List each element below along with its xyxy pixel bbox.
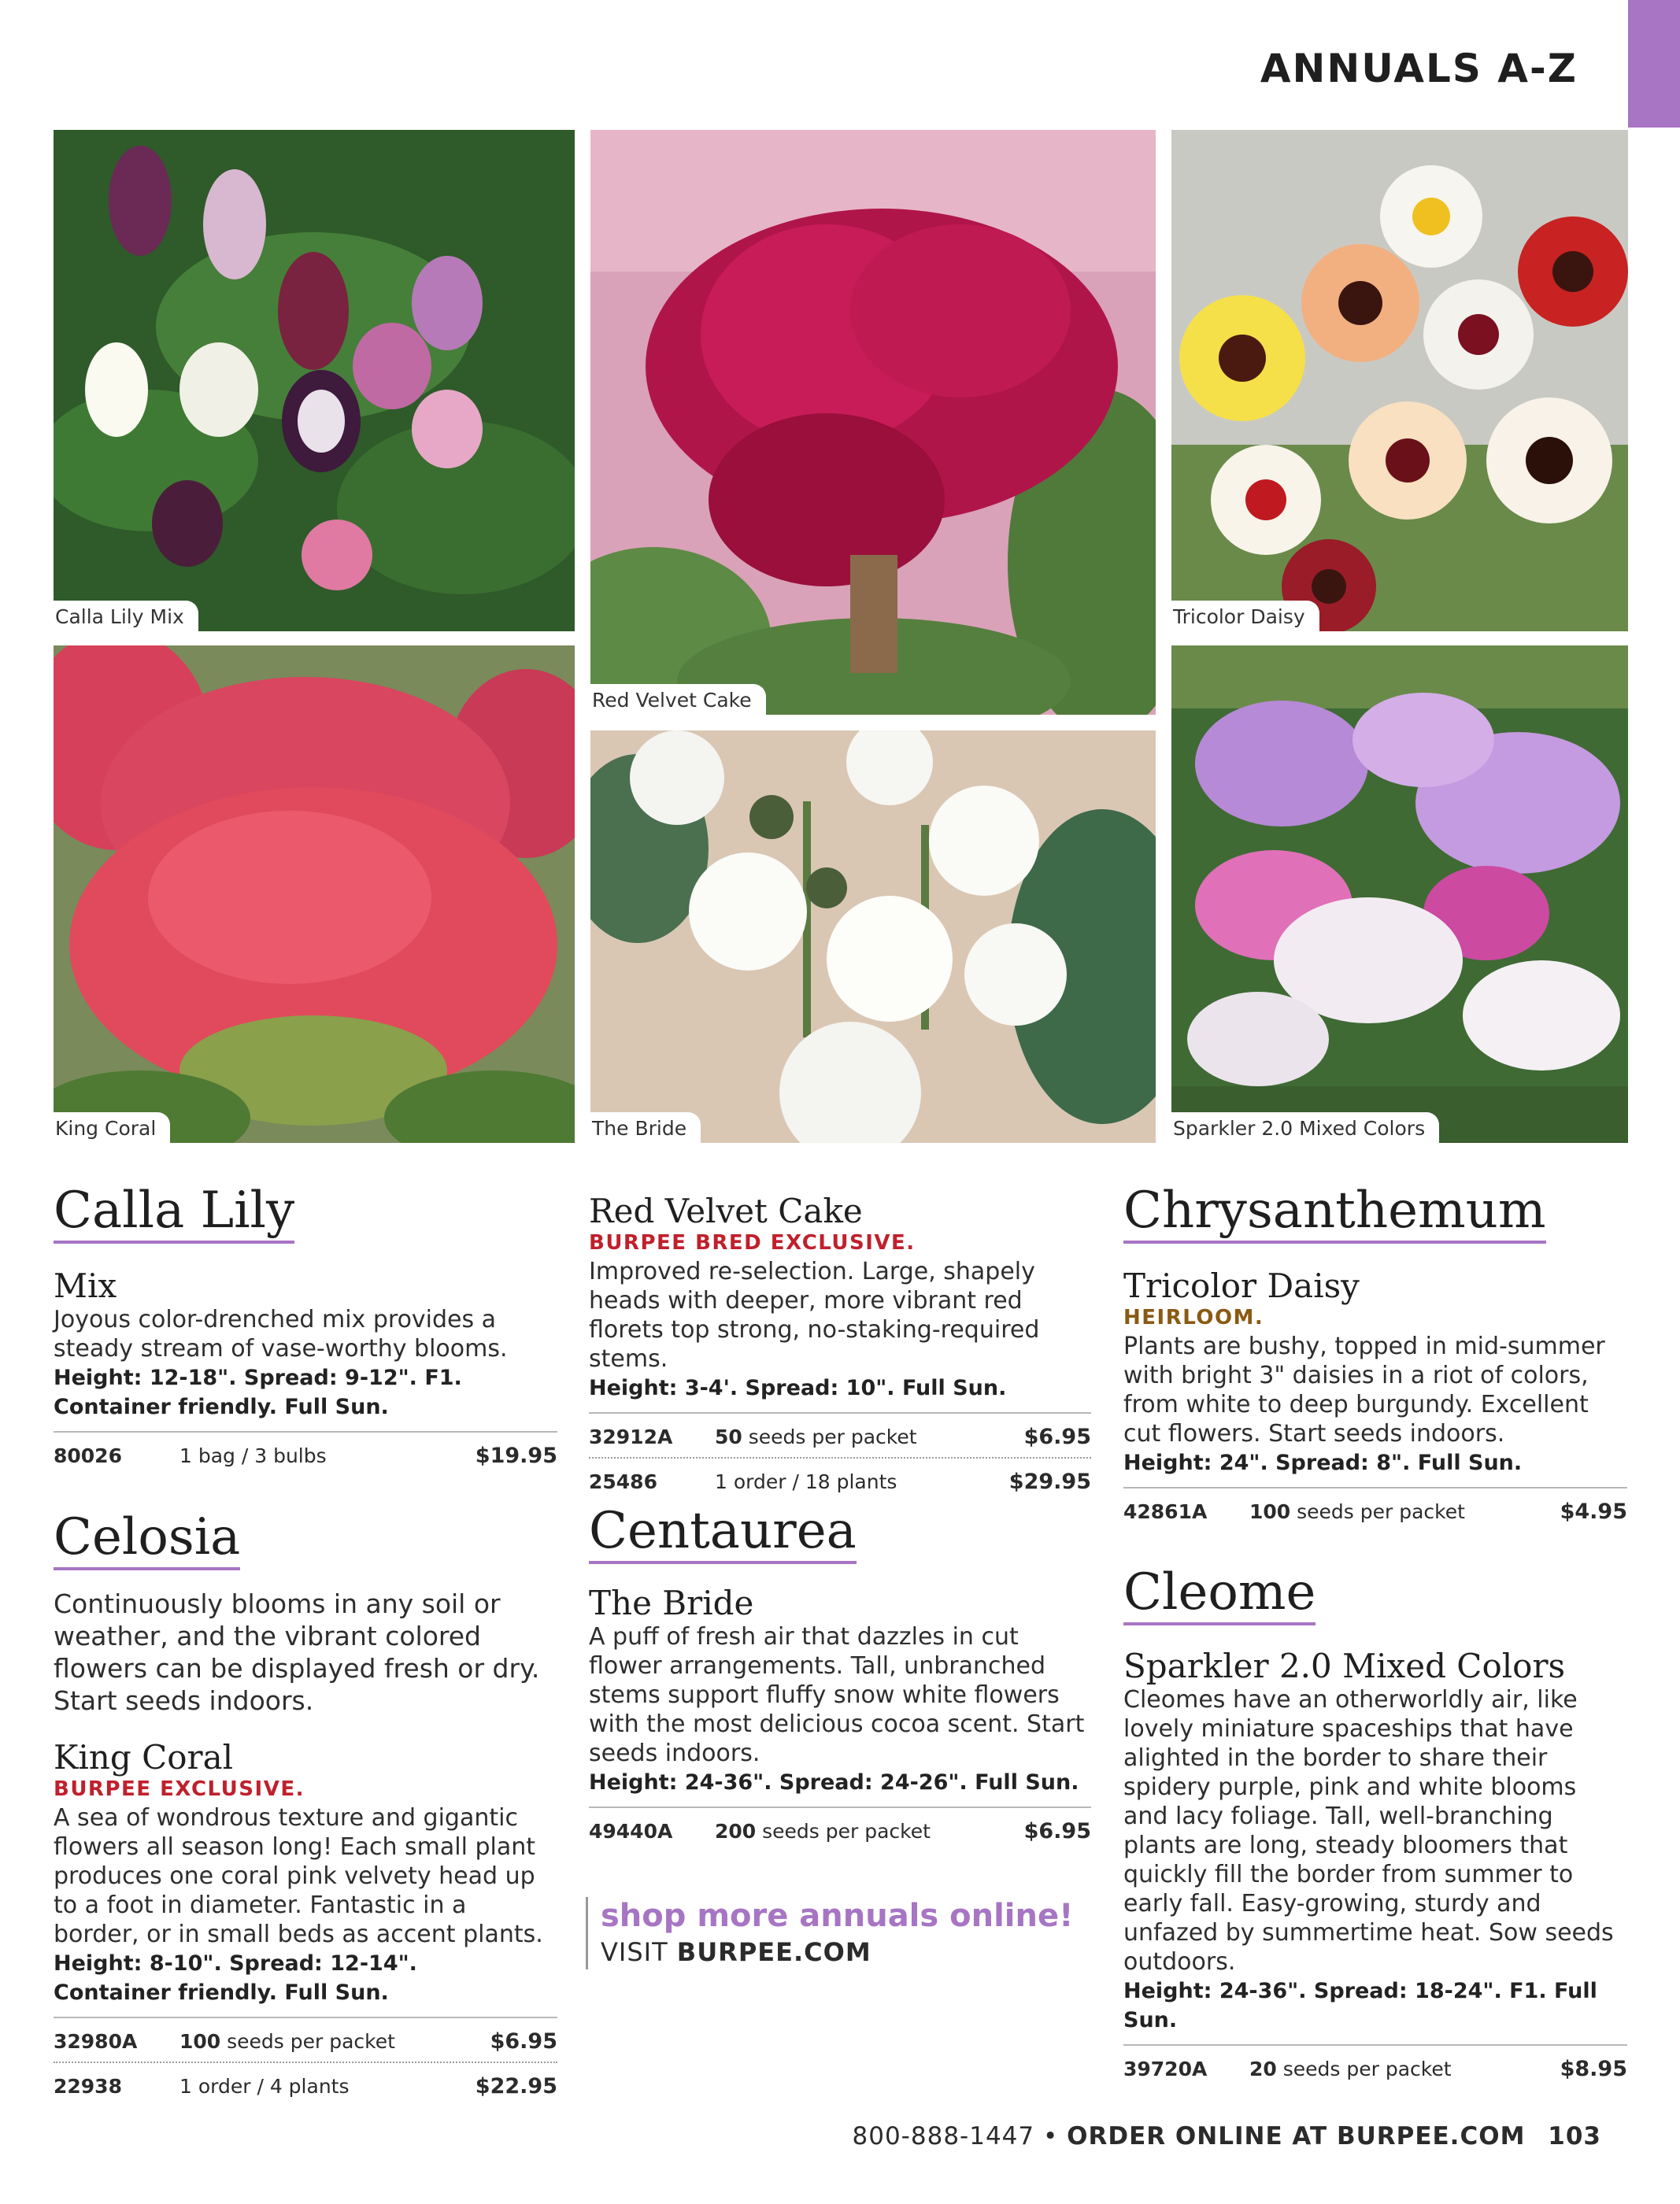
- order-row: [589, 1414, 1091, 1457]
- item-price: $4.95: [1560, 1500, 1627, 1525]
- quantity-unit: seeds per packet: [748, 1426, 917, 1449]
- growing-stats: Height: 8-10". Spread: 12-14".: [54, 1951, 417, 1977]
- variety-name: Red Velvet Cake: [589, 1192, 863, 1230]
- item-quantity: [1249, 1500, 1560, 1523]
- order-row: [589, 1457, 1091, 1502]
- item-price: $22.95: [475, 2074, 557, 2099]
- photo-caption: Red Velvet Cake: [590, 684, 766, 715]
- order-row: [54, 2018, 557, 2062]
- seed-count: 100: [1249, 1500, 1291, 1524]
- variety-name: Mix: [54, 1267, 117, 1306]
- page-footer: [853, 2122, 1601, 2150]
- photo-tricolor-daisy: [1171, 130, 1628, 631]
- growing-stats: Height: 3-4'. Spread: 10". Full Sun.: [589, 1376, 1007, 1401]
- red-velvet-cake-section: [589, 1193, 1091, 1502]
- item-code: 32980A: [54, 2030, 138, 2054]
- growing-stats: Height: 24". Spread: 8". Full Sun.: [1123, 1451, 1523, 1476]
- heirloom-badge: HEIRLOOM.: [1123, 1306, 1264, 1330]
- cleome-section: [1123, 1563, 1627, 2089]
- the-bride-image: [590, 730, 1156, 1143]
- order-table: [589, 1412, 1091, 1502]
- variety-name: Sparkler 2.0 Mixed Colors: [1123, 1647, 1566, 1686]
- seed-count: 50: [715, 1426, 742, 1449]
- variety-description: Improved re-selection. Large, shapely heads with deeper, more vibrant red florets top strong, no-staking-required stems.: [589, 1258, 1040, 1374]
- exclusive-badge: BURPEE BRED EXCLUSIVE.: [589, 1231, 916, 1255]
- growing-stats: Height: 24-36". Spread: 24-26". Full Sun.: [589, 1770, 1079, 1795]
- visit-site-line: [601, 1935, 1073, 1969]
- item-quantity: [715, 1820, 1024, 1843]
- item-code: 42861A: [1123, 1500, 1208, 1524]
- seed-count: 20: [1249, 2058, 1277, 2081]
- item-quantity: [1249, 2058, 1560, 2080]
- seed-count: 100: [179, 2030, 221, 2054]
- quantity-unit: seeds per packet: [762, 1820, 931, 1843]
- order-row: [1123, 2046, 1627, 2089]
- visit-label: VISIT: [601, 1937, 668, 1967]
- quantity-unit: seeds per packet: [1282, 2058, 1452, 2081]
- item-price: $8.95: [1560, 2057, 1627, 2082]
- genus-heading: Centaurea: [589, 1505, 857, 1564]
- order-table: [1123, 2044, 1627, 2089]
- item-code: 22938: [54, 2075, 122, 2099]
- order-row: [54, 1433, 557, 1476]
- photo-caption: Calla Lily Mix: [54, 601, 198, 631]
- item-price: $29.95: [1008, 1470, 1091, 1495]
- genus-heading: Calla Lily: [54, 1185, 294, 1244]
- page-number: 103: [1548, 2122, 1601, 2150]
- photo-caption: Tricolor Daisy: [1171, 601, 1319, 631]
- growing-stats: Container friendly. Full Sun.: [54, 1980, 389, 2006]
- order-row: [589, 1808, 1091, 1851]
- order-table: [1123, 1487, 1627, 1532]
- genus-heading: Cleome: [1123, 1566, 1316, 1625]
- variety-description: Joyous color-drenched mix provides a steady stream of vase-worthy blooms.: [54, 1306, 508, 1363]
- item-price: $6.95: [1023, 1425, 1091, 1450]
- quantity-unit: seeds per packet: [227, 2030, 395, 2054]
- seed-count: 200: [715, 1820, 757, 1843]
- photo-caption: King Coral: [54, 1112, 170, 1143]
- order-table: [589, 1806, 1091, 1851]
- variety-description: Cleomes have an otherworldly air, like lovely miniature spaceships that have alighted in the border to share their spidery purple, pink and white blooms and lacy foliage. Tall, well-branching plants are long, steady bloomers that quickly fill the border from summer to early fall. Easy-growing, sturdy and unfazed by summertime heat. Sow seeds outdoors.: [1123, 1686, 1614, 1977]
- item-quantity: [179, 2030, 490, 2053]
- variety-name: The Bride: [589, 1584, 754, 1623]
- photo-king-coral: [54, 645, 575, 1143]
- quantity-unit: seeds per packet: [1297, 1500, 1465, 1524]
- item-price: $19.95: [475, 1444, 557, 1469]
- variety-name: Tricolor Daisy: [1123, 1267, 1360, 1306]
- growing-stats: Height: 12-18". Spread: 9-12". F1.: [54, 1366, 462, 1391]
- order-online-link[interactable]: ORDER ONLINE AT BURPEE.COM: [1067, 2122, 1526, 2150]
- exclusive-badge: BURPEE EXCLUSIVE.: [54, 1777, 305, 1802]
- genus-heading: Celosia: [54, 1511, 240, 1570]
- variety-description: Plants are bushy, topped in mid-summer with bright 3" daisies in a riot of colors, from white to deep burgundy. Excellent cut flowers. Start seeds indoors.: [1123, 1333, 1605, 1448]
- item-price: $6.95: [490, 2029, 557, 2054]
- variety-description: A puff of fresh air that dazzles in cut flower arrangements. Tall, unbranched stems support fluffy snow white flowers with the most delicious cocoa scent. Start seeds indoors.: [589, 1623, 1085, 1768]
- item-code: 25486: [589, 1470, 657, 1494]
- order-row: [54, 2062, 557, 2106]
- photo-red-velvet-cake: [590, 130, 1156, 715]
- calla-lily-section: [54, 1182, 557, 1476]
- calla-lily-image: [54, 130, 575, 631]
- sparkler-image: [1171, 645, 1628, 1143]
- photo-caption: The Bride: [590, 1112, 701, 1143]
- order-table: [54, 1431, 557, 1476]
- site-link[interactable]: BURPEE.COM: [676, 1937, 871, 1967]
- tricolor-daisy-image: [1171, 130, 1628, 631]
- growing-stats: Container friendly. Full Sun.: [54, 1395, 389, 1420]
- photo-the-bride: [590, 730, 1156, 1143]
- genus-intro: Continuously blooms in any soil or weather, and the vibrant colored flowers can be displayed fresh or dry. Start seeds indoors.: [54, 1588, 540, 1717]
- shop-more-link[interactable]: shop more annuals online!: [601, 1898, 1074, 1934]
- shop-online-callout[interactable]: [586, 1897, 1073, 1969]
- section-heading: ANNUALS A-Z: [1260, 46, 1578, 91]
- growing-stats: Height: 24-36". Spread: 18-24". F1. Full Sun.: [1123, 1979, 1597, 2033]
- variety-name: King Coral: [54, 1738, 234, 1777]
- order-row: [1123, 1488, 1627, 1532]
- item-quantity: 1 order / 4 plants: [179, 2075, 350, 2099]
- item-code: 32912A: [589, 1426, 673, 1449]
- variety-description: A sea of wondrous texture and gigantic flowers all season long! Each small plant produces one coral pink velvety head up to a foot in diameter. Fantastic in a border, or in small beds as accent plants.: [54, 1804, 543, 1949]
- centaurea-section: [589, 1502, 1091, 1851]
- photo-sparkler: [1171, 645, 1628, 1143]
- item-price: $6.95: [1023, 1819, 1091, 1844]
- item-quantity: 1 bag / 3 bulbs: [179, 1444, 327, 1468]
- genus-heading: Chrysanthemum: [1123, 1185, 1546, 1244]
- king-coral-image: [54, 645, 575, 1143]
- celosia-section: [54, 1508, 557, 2106]
- photo-calla-lily: [54, 130, 575, 631]
- phone-number[interactable]: 800-888-1447 •: [852, 2122, 1059, 2150]
- item-code: 39720A: [1123, 2058, 1208, 2081]
- chrysanthemum-section: [1123, 1182, 1627, 1532]
- item-quantity: 1 order / 18 plants: [715, 1470, 897, 1494]
- section-tab-accent: [1628, 0, 1680, 128]
- photo-caption: Sparkler 2.0 Mixed Colors: [1171, 1112, 1439, 1143]
- item-quantity: [715, 1426, 1024, 1448]
- order-table: [54, 2017, 557, 2106]
- item-code: 80026: [54, 1444, 122, 1468]
- red-velvet-cake-image: [590, 130, 1156, 715]
- item-code: 49440A: [589, 1820, 673, 1843]
